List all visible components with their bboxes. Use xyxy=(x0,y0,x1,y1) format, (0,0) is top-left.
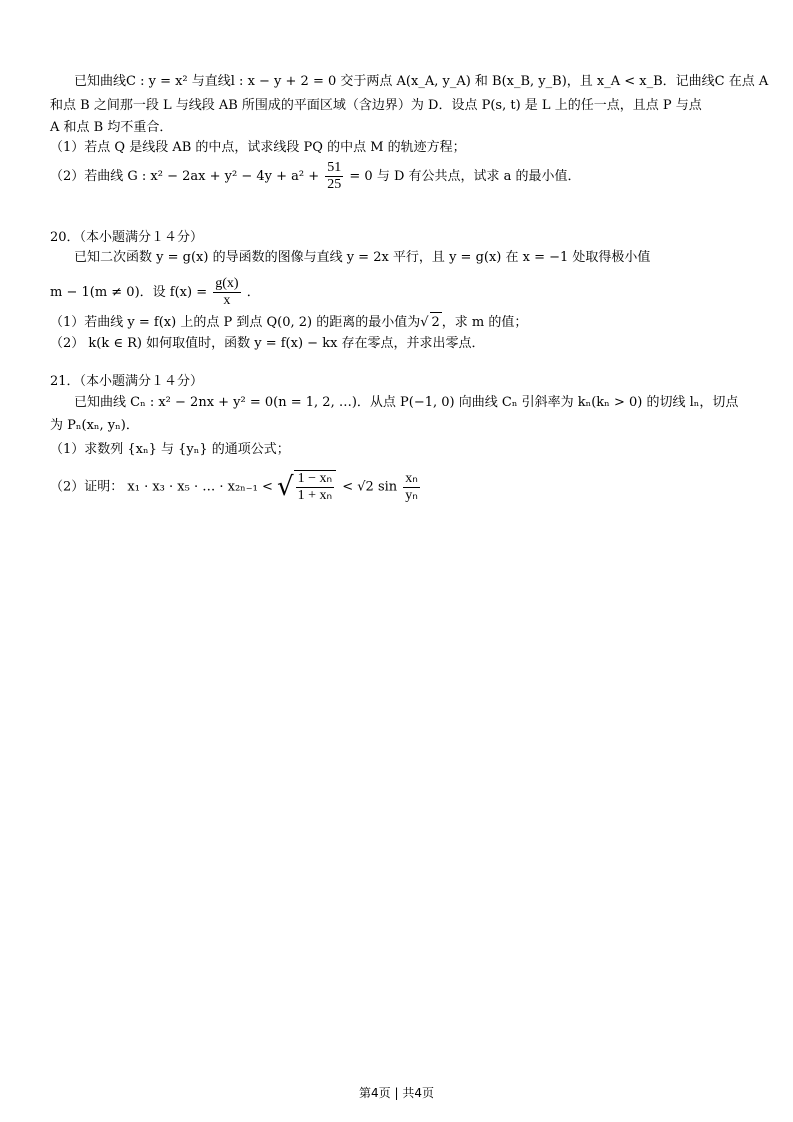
sqrt-icon: √ xyxy=(277,472,294,502)
page-footer: 第4页 | 共4页 xyxy=(359,1086,434,1100)
q20-header: 20．（本小题满分１４分） xyxy=(50,230,204,245)
sqrt-icon: √ xyxy=(420,315,429,330)
q19-part2-pre: （2）若曲线 G : x² − 2ax + y² − 4y + a² + xyxy=(50,169,320,184)
q21-part2-mid: < √2 sin xyxy=(342,479,398,495)
q21-sin-numerator: xₙ xyxy=(405,470,418,486)
q20-part1 xyxy=(50,312,527,333)
q21-intro-line2: 为 Pₙ(xₙ, yₙ)． xyxy=(50,418,139,433)
q19-fraction-denominator: 25 xyxy=(327,177,342,192)
q21-sqrt-denominator: 1 + xₙ xyxy=(297,488,333,503)
q20-part2: （2） k(k ∈ R) 如何取值时，函数 y = f(x) − kx 存在零点，并求出零点． xyxy=(50,336,485,351)
q20-sqrt-radicand: 2 xyxy=(430,312,442,333)
q21-sqrt-numerator: 1 − xₙ xyxy=(297,471,333,486)
q20-intro-pre: m − 1(m ≠ 0)．设 f(x) = xyxy=(50,285,208,300)
q19-part2-post: = 0 与 D 有公共点，试求 a 的最小值． xyxy=(349,169,581,184)
q19-part1: （1）若点 Q 是线段 AB 的中点，试求线段 PQ 的中点 M 的轨迹方程； xyxy=(50,140,466,155)
q19-part2 xyxy=(50,160,581,193)
q20-part1-post: ，求 m 的值； xyxy=(441,315,528,330)
q21-part2-pre: （2）证明： x₁ · x₃ · x₅ · … · x₂ₙ₋₁ < xyxy=(50,479,273,495)
q19-intro-line3: A 和点 B 均不重合． xyxy=(50,120,173,135)
q20-intro-line2 xyxy=(50,276,260,309)
q19-fraction-numerator: 51 xyxy=(327,160,342,175)
q21-sin-denominator: yₙ xyxy=(405,487,418,503)
q20-fraction-numerator: g(x) xyxy=(215,276,239,291)
q19-part2-fraction xyxy=(325,160,343,193)
q20-fraction-denominator: x xyxy=(223,293,231,308)
q21-header: 21．（本小题满分１４分） xyxy=(50,374,204,389)
q21-part2 xyxy=(50,470,422,504)
q19-intro-line2: 和点 B 之间那一段 L 与线段 AB 所围成的平面区域（含边界）为 D．设点 P(s, t) 是 L 上的任一点，且点 P 与点 xyxy=(50,98,702,113)
q21-sin-fraction xyxy=(403,471,420,504)
q19-intro-line1: 已知曲线C : y = x² 与直线l : x − y + 2 = 0 交于两点 A(x_A, y_A) 和 B(x_B, y_B)，且 x_A < x_B．记曲线C 在点 A xyxy=(74,74,769,89)
q20-intro-line1: 已知二次函数 y = g(x) 的导函数的图像与直线 y = 2x 平行，且 y = g(x) 在 x = −1 处取得极小值 xyxy=(74,250,651,265)
q20-intro-post: ． xyxy=(246,285,260,300)
q21-sqrt-fraction xyxy=(294,470,336,504)
q21-intro-line1: 已知曲线 Cₙ : x² − 2nx + y² = 0(n = 1, 2, …)．从点 P(−1, 0) 向曲线 Cₙ 引斜率为 kₙ(kₙ > 0) 的切线 lₙ，切点 xyxy=(74,395,739,410)
q20-part1-pre: （1）若曲线 y = f(x) 上的点 P 到点 Q(0, 2) 的距离的最小值为 xyxy=(50,315,421,330)
q20-fraction xyxy=(213,276,240,309)
q21-part1: （1）求数列 {xₙ} 与 {yₙ} 的通项公式； xyxy=(50,442,290,457)
